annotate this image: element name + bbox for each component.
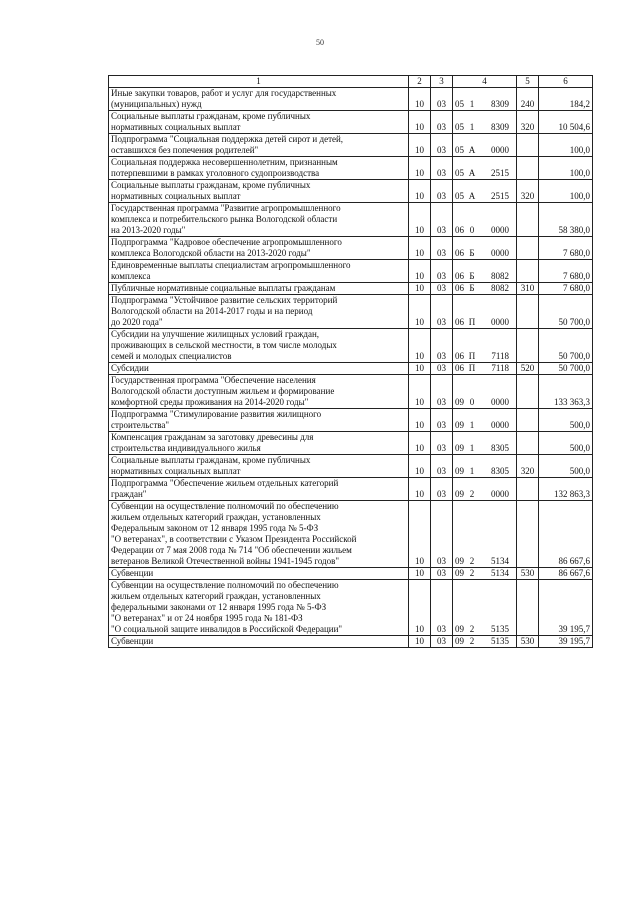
row-subsection: 03 (431, 180, 453, 203)
row-expense-type: 530 (517, 568, 539, 580)
row-section: 10 (409, 260, 431, 283)
row-target-article (453, 409, 517, 432)
row-section: 10 (409, 203, 431, 237)
table-row (109, 580, 593, 636)
row-target-article (453, 295, 517, 329)
table-row (109, 88, 593, 111)
row-amount: 100,0 (539, 157, 593, 180)
target-article-part: 1 (469, 122, 475, 132)
row-name: Публичные нормативные социальные выплаты гражданам (109, 283, 409, 295)
row-expense-type (517, 134, 539, 157)
row-subsection: 03 (431, 363, 453, 375)
row-section: 10 (409, 295, 431, 329)
target-article-part: 06 (455, 271, 464, 281)
row-subsection: 03 (431, 203, 453, 237)
table-row (109, 455, 593, 478)
row-amount: 7 680,0 (539, 260, 593, 283)
table-row (109, 568, 593, 580)
table-row (109, 260, 593, 283)
target-article-part: 09 (455, 568, 464, 578)
table-row (109, 180, 593, 203)
row-section: 10 (409, 478, 431, 501)
target-article-part: Б (469, 271, 475, 281)
row-expense-type (517, 157, 539, 180)
target-article-part: 8082 (491, 283, 509, 293)
row-target-article (453, 237, 517, 260)
row-name: Субвенции (109, 636, 409, 648)
row-target-article (453, 501, 517, 568)
table-row (109, 157, 593, 180)
row-amount: 100,0 (539, 134, 593, 157)
table-body (109, 88, 593, 648)
row-target-article (453, 329, 517, 363)
target-article-part: 09 (455, 624, 464, 634)
row-expense-type (517, 478, 539, 501)
row-expense-type: 320 (517, 180, 539, 203)
row-subsection: 03 (431, 88, 453, 111)
col-header-1: 1 (109, 76, 409, 88)
target-article-part: 0 (469, 397, 475, 407)
row-section: 10 (409, 363, 431, 375)
row-subsection: 03 (431, 157, 453, 180)
row-amount: 7 680,0 (539, 237, 593, 260)
target-article-part: 8309 (491, 99, 509, 109)
target-article-part: 5134 (491, 556, 509, 566)
row-amount: 50 700,0 (539, 329, 593, 363)
row-name: Субвенции на осуществление полномочий по обеспечению жильем отдельных категорий граждан, установленных Федеральным законом от 12 января 1995 года № 5-ФЗ "О ветеранах", в соответствии с Указом Президента Российской Федерации от 7 мая 2008 года № 714 "Об обеспечении жильем ветеранов Великой Отечественной войны 1941-1945 годов" (109, 501, 409, 568)
row-subsection: 03 (431, 237, 453, 260)
target-article-part: П (468, 363, 476, 373)
target-article-part: 05 (455, 122, 464, 132)
target-article-part: 1 (469, 420, 475, 430)
target-article-part: 09 (455, 466, 464, 476)
row-name: Подпрограмма "Обеспечение жильем отдельных категорий граждан" (109, 478, 409, 501)
row-amount: 7 680,0 (539, 283, 593, 295)
row-target-article (453, 568, 517, 580)
target-article-part: 2 (469, 489, 475, 499)
row-expense-type: 310 (517, 283, 539, 295)
target-article-part: А (468, 191, 476, 201)
row-target-article (453, 134, 517, 157)
target-article-part: 5135 (491, 636, 509, 646)
target-article-part: 0000 (491, 225, 509, 235)
row-name: Единовременные выплаты специалистам агропромышленного комплекса (109, 260, 409, 283)
row-name: Компенсация гражданам за заготовку древесины для строительства индивидуального жилья (109, 432, 409, 455)
row-target-article (453, 203, 517, 237)
target-article-part: 8305 (491, 466, 509, 476)
row-target-article (453, 363, 517, 375)
target-article-part: 8305 (491, 443, 509, 453)
row-section: 10 (409, 180, 431, 203)
row-subsection: 03 (431, 409, 453, 432)
row-amount: 133 363,3 (539, 375, 593, 409)
row-target-article (453, 88, 517, 111)
target-article-part: 06 (455, 363, 464, 373)
row-subsection: 03 (431, 111, 453, 134)
row-target-article (453, 283, 517, 295)
row-target-article (453, 636, 517, 648)
row-target-article (453, 180, 517, 203)
target-article-part: 09 (455, 443, 464, 453)
target-article-part: 5135 (491, 624, 509, 634)
target-article-part: 0000 (491, 317, 509, 327)
target-article-part: 7118 (491, 363, 509, 373)
row-amount: 500,0 (539, 409, 593, 432)
target-article-part: Б (469, 283, 475, 293)
table-row (109, 432, 593, 455)
col-header-6: 6 (539, 76, 593, 88)
row-amount: 184,2 (539, 88, 593, 111)
row-subsection: 03 (431, 375, 453, 409)
row-section: 10 (409, 568, 431, 580)
header-row (109, 76, 593, 88)
row-amount: 50 700,0 (539, 295, 593, 329)
row-name: Подпрограмма "Социальная поддержка детей сирот и детей, оставшихся без попечения родителей" (109, 134, 409, 157)
row-subsection: 03 (431, 580, 453, 636)
table-row (109, 237, 593, 260)
row-amount: 39 195,7 (539, 580, 593, 636)
target-article-part: 0 (469, 225, 475, 235)
table-row (109, 329, 593, 363)
col-header-3: 3 (431, 76, 453, 88)
row-amount: 500,0 (539, 432, 593, 455)
budget-table (108, 75, 593, 648)
row-expense-type: 520 (517, 363, 539, 375)
target-article-part: 1 (469, 99, 475, 109)
target-article-part: 8082 (491, 271, 509, 281)
target-article-part: 09 (455, 420, 464, 430)
page-number: 50 (316, 38, 324, 47)
target-article-part: 0000 (491, 248, 509, 258)
table-row (109, 478, 593, 501)
row-amount: 58 380,0 (539, 203, 593, 237)
row-subsection: 03 (431, 568, 453, 580)
row-subsection: 03 (431, 432, 453, 455)
row-section: 10 (409, 329, 431, 363)
target-article-part: 0000 (491, 489, 509, 499)
row-section: 10 (409, 409, 431, 432)
table-row (109, 111, 593, 134)
row-name: Государственная программа "Обеспечение населения Вологодской области доступным жильем и формирование комфортной среды проживания на 2014-2020 годы" (109, 375, 409, 409)
row-section: 10 (409, 501, 431, 568)
target-article-part: 0000 (491, 145, 509, 155)
row-section: 10 (409, 111, 431, 134)
target-article-part: 06 (455, 351, 464, 361)
row-subsection: 03 (431, 455, 453, 478)
row-subsection: 03 (431, 295, 453, 329)
row-section: 10 (409, 88, 431, 111)
row-section: 10 (409, 237, 431, 260)
table-row (109, 409, 593, 432)
row-subsection: 03 (431, 329, 453, 363)
row-expense-type: 320 (517, 111, 539, 134)
target-article-part: 2 (469, 636, 475, 646)
row-name: Социальные выплаты гражданам, кроме публичных нормативных социальных выплат (109, 111, 409, 134)
row-name: Социальная поддержка несовершеннолетним, признанным потерпевшими в рамках уголовного судопроизводства (109, 157, 409, 180)
row-section: 10 (409, 375, 431, 409)
row-name: Субсидии на улучшение жилищных условий граждан, проживающих в сельской местности, в том числе молодых семей и молодых специалистов (109, 329, 409, 363)
row-expense-type: 240 (517, 88, 539, 111)
row-name: Иные закупки товаров, работ и услуг для государственных (муниципальных) нужд (109, 88, 409, 111)
row-expense-type (517, 237, 539, 260)
row-amount: 39 195,7 (539, 636, 593, 648)
target-article-part: А (468, 168, 476, 178)
target-article-part: П (468, 317, 476, 327)
table-row (109, 363, 593, 375)
row-section: 10 (409, 283, 431, 295)
row-amount: 50 700,0 (539, 363, 593, 375)
row-expense-type (517, 329, 539, 363)
target-article-part: 06 (455, 317, 464, 327)
row-name: Субвенции (109, 568, 409, 580)
row-section: 10 (409, 580, 431, 636)
row-expense-type (517, 580, 539, 636)
target-article-part: 2 (469, 568, 475, 578)
target-article-part: 09 (455, 636, 464, 646)
row-amount: 500,0 (539, 455, 593, 478)
target-article-part: П (468, 351, 476, 361)
target-article-part: 2515 (491, 191, 509, 201)
row-target-article (453, 157, 517, 180)
row-subsection: 03 (431, 501, 453, 568)
row-name: Подпрограмма "Устойчивое развитие сельских территорий Вологодской области на 2014-2017 годы и на период до 2020 года" (109, 295, 409, 329)
target-article-part: 5134 (491, 568, 509, 578)
col-header-5: 5 (517, 76, 539, 88)
row-amount: 10 504,6 (539, 111, 593, 134)
target-article-part: 05 (455, 168, 464, 178)
target-article-part: 09 (455, 556, 464, 566)
row-target-article (453, 455, 517, 478)
row-name: Подпрограмма "Стимулирование развития жилищного строительства" (109, 409, 409, 432)
target-article-part: А (468, 145, 476, 155)
row-amount: 86 667,6 (539, 568, 593, 580)
row-expense-type (517, 260, 539, 283)
row-target-article (453, 478, 517, 501)
target-article-part: 05 (455, 145, 464, 155)
target-article-part: Б (469, 248, 475, 258)
row-subsection: 03 (431, 636, 453, 648)
col-header-4: 4 (453, 76, 517, 88)
target-article-part: 1 (469, 443, 475, 453)
row-subsection: 03 (431, 478, 453, 501)
target-article-part: 2 (469, 624, 475, 634)
col-header-2: 2 (409, 76, 431, 88)
row-expense-type (517, 203, 539, 237)
row-expense-type (517, 375, 539, 409)
table-row (109, 283, 593, 295)
row-amount: 132 863,3 (539, 478, 593, 501)
table-row (109, 295, 593, 329)
row-subsection: 03 (431, 260, 453, 283)
row-section: 10 (409, 455, 431, 478)
row-target-article (453, 260, 517, 283)
row-name: Социальные выплаты гражданам, кроме публичных нормативных социальных выплат (109, 180, 409, 203)
row-expense-type (517, 409, 539, 432)
row-amount: 100,0 (539, 180, 593, 203)
row-expense-type (517, 295, 539, 329)
row-name: Субсидии (109, 363, 409, 375)
row-amount: 86 667,6 (539, 501, 593, 568)
row-name: Субвенции на осуществление полномочий по обеспечению жильем отдельных категорий граждан, установленных федеральными законами от 12 января 1995 года № 5-ФЗ "О ветеранах" и от 24 ноября 1995 года № 181-ФЗ "О социальной защите инвалидов в Российской Федерации" (109, 580, 409, 636)
target-article-part: 06 (455, 283, 464, 293)
row-expense-type (517, 432, 539, 455)
target-article-part: 06 (455, 248, 464, 258)
target-article-part: 2515 (491, 168, 509, 178)
target-article-part: 0000 (491, 420, 509, 430)
row-section: 10 (409, 157, 431, 180)
table-row (109, 134, 593, 157)
row-section: 10 (409, 134, 431, 157)
row-expense-type: 530 (517, 636, 539, 648)
row-subsection: 03 (431, 283, 453, 295)
target-article-part: 7118 (491, 351, 509, 361)
row-name: Подпрограмма "Кадровое обеспечение агропромышленного комплекса Вологодской области на 2013-2020 годы" (109, 237, 409, 260)
row-expense-type (517, 501, 539, 568)
row-section: 10 (409, 432, 431, 455)
table-row (109, 501, 593, 568)
row-name: Социальные выплаты гражданам, кроме публичных нормативных социальных выплат (109, 455, 409, 478)
target-article-part: 05 (455, 191, 464, 201)
table-row (109, 636, 593, 648)
row-expense-type: 320 (517, 455, 539, 478)
target-article-part: 09 (455, 397, 464, 407)
target-article-part: 06 (455, 225, 464, 235)
row-target-article (453, 111, 517, 134)
row-target-article (453, 375, 517, 409)
target-article-part: 8309 (491, 122, 509, 132)
row-subsection: 03 (431, 134, 453, 157)
table-row (109, 203, 593, 237)
target-article-part: 2 (469, 556, 475, 566)
table-row (109, 375, 593, 409)
row-section: 10 (409, 636, 431, 648)
row-target-article (453, 580, 517, 636)
row-target-article (453, 432, 517, 455)
row-name: Государственная программа "Развитие агропромышленного комплекса и потребительского рынка Вологодской области на 2013-2020 годы" (109, 203, 409, 237)
target-article-part: 0000 (491, 397, 509, 407)
target-article-part: 05 (455, 99, 464, 109)
target-article-part: 1 (469, 466, 475, 476)
target-article-part: 09 (455, 489, 464, 499)
